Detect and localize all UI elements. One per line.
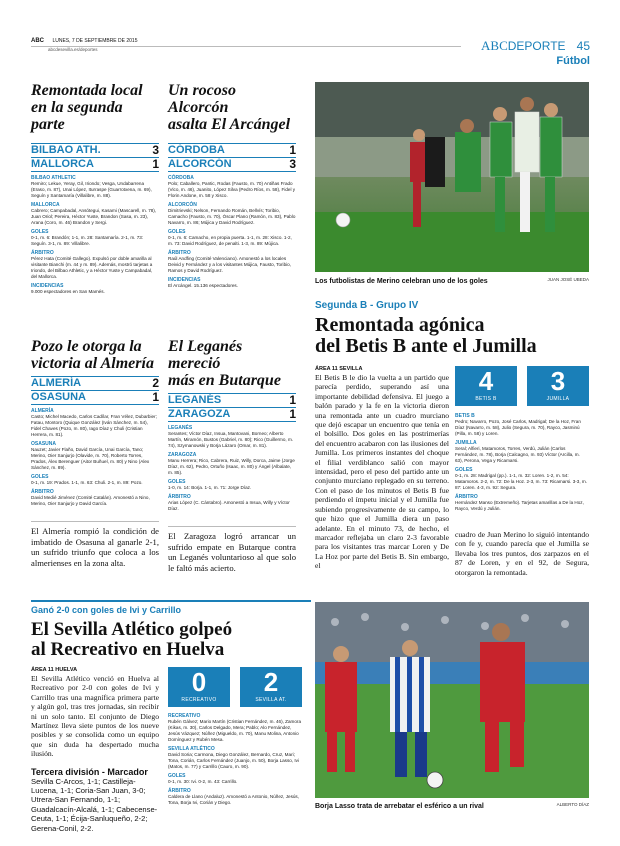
score-team: JUMILLA <box>546 396 570 402</box>
incidents-text: 9.000 espectadores en San Mamés. <box>31 289 105 294</box>
match-cordoba-alcorcon <box>168 82 296 289</box>
photo-celebration-caption: Los futbolistas de Merino celebran uno de los goles <box>315 278 488 285</box>
lineup-label: ALMERÍA <box>31 408 54 414</box>
sevilla-body: El Sevilla Atlético venció en Huelva al Recreativo por 2-0 con goles de Ivi y Carrillo tras una magnífica primera parte y algún gol, tras tres jornadas, sin recibir ni un solo tanto. El conjunto de Diego Martínez lleva siete puntos de los nueve posibles y se consolida como un equipo que sin duda ha despertado mucha ilusión. <box>31 674 159 759</box>
lineup-label: JUMILLA <box>455 440 477 446</box>
lineup-text: Rubén Gálvez; Mario Martín (Cristian Fernández, m. 46), Zamora (Kikas, m. 30), Carlos Delgado, Mera; Pablo; Alo Fernández, Jesús Vázquez; Núñez (Migueldo, m. 70), Manu Molina, Antonio Domínguez y Rubén Mesa. <box>168 719 302 742</box>
goals-text: 0-1, m. 6: Camacho, en propia puerta. 1-1, m. 28: Xisco. 1-2, m. 73: David Rodríguez, de penalti. 1-3, m. 89: Mújica. <box>168 235 292 246</box>
referee-label: ÁRBITRO <box>168 788 191 794</box>
referee-text: Caldera de Llano (Andaluz). Amonestó a Antonio, Núñez, Jesús, Tona, Borja Ivi, Corián y Diego. <box>168 794 300 805</box>
sevilla-data-sheet <box>168 710 302 806</box>
lineup-text: Dimitrievski; Nelson, Fernando Román, Bellvís; Toribio, Camacho (Fausto, m. 70), Óscar Plano (Ramón, m. 83), Pablo Navarro, m. 86; Mújica y David Rodríguez. <box>168 208 296 225</box>
lineup-label: ZARAGOZA <box>168 452 197 458</box>
incidents-label: INCIDENCIAS <box>31 283 64 289</box>
incidents-label: INCIDENCIAS <box>168 277 201 283</box>
incidents-text: El Arcángel. 15.136 espectadores. <box>168 283 238 288</box>
betis-body-col1: El Betis B le dio la vuelta a un partido que parecía perdido, superando así una importante debilidad defensiva. El juego a balón parado y la fe en la victoria dieron una remontada ante un cuadro murciano que dejó escapar un encuentro que tenía en el bolsillo. Dos goles en las postrimerías del encuentro acabaron con las ilusiones del Jumilla. Los primeros instantes del choque el filial verdiblanco salió con mayor intensidad, pero el peso del partido ante un conjunto murciano replegado en su terreno. Con el paso de los minutos el Betis B fue perdiendo el ímpetu inicial y el Jumilla fue subiendo progresivamente de su campo, lo que hizo que el Jumilla diera un paso adelante. En el minuto 73, de hecho, el marcador reflejaba un claro 2-3 favorable para los visitantes tras marcar Loren y De La Hoz por parte del Betis B. Sin embargo, el <box>315 373 449 571</box>
match-almeria-osasuna <box>31 338 159 568</box>
team-score: 1 <box>289 393 296 407</box>
sevilla-home-score <box>168 667 230 707</box>
goals-label: GOLES <box>168 479 186 485</box>
team-score: 1 <box>289 407 296 421</box>
lineup-text: Cabrero; Campabadal, Ansótegui, Kasami (Mascarell, m. 78), Juan Oriol; Pereira, Héctor Yuste, Brandon (Sasa, m. 23), Arana (Coro, m. 46) Brandon y Sergi. <box>31 208 157 225</box>
referee-label: ÁRBITRO <box>31 250 54 256</box>
team-name: ZARAGOZA <box>168 408 231 420</box>
lineup-text: Remiro; Lekue, Yeray, Gil, Iriondo; Vesga, Undabarrena (Eraso, m. 87), Unai López, Iturraspe (Guarrotxena, m. 69), Seguín y Santamaría (Villalibre, m. 88). <box>31 181 152 198</box>
lineup-label: CÓRDOBA <box>168 175 194 181</box>
betis-body-col2: cuadro de Juan Merino lo siguió intentando con fe y, cuando parecía que el Jumilla se llevaba los tres puntos, dos zarpazos en el 87 de Loren, y en el 92, de Segura, otorgaron la remontada. <box>455 530 589 577</box>
match4-team2 <box>168 407 296 422</box>
match2-team1 <box>168 143 296 157</box>
lineup-text: Serantes; Víctor Díaz, Insua, Mantovani, Borneo; Alberto Martín, Miramón, Bustos (Gabriel, m. 80); Rico (Guillermo, m. 74), Szymanowski y Borja Lázaro (Omar, m. 81). <box>168 431 294 448</box>
photo-match-action-caption: Borja Lasso trata de arrebatar el esférico a un rival <box>315 803 484 810</box>
page-number: 45 <box>576 39 590 53</box>
tercera-results: Sevilla C-Arcos, 1-1; Castilleja-Lucena, 1-1; Coria-San Juan, 3-0; Utrera-San Fernando, 1-1; Guadalcacín-Alcalá, 1-1; Cabecense-Ceuta, 1-1; Écija-Sanluqueño, 2-2; Gerena-Conil, 2-2. <box>31 776 158 833</box>
referee-label: ÁRBITRO <box>31 489 54 495</box>
sevilla-dateline: ÁREA 11 HUELVA <box>31 667 78 673</box>
sevilla-top-rule <box>31 600 311 602</box>
lineup-text: David Soria; Carmona, Diego González, Bernardo, Cruz, Mari; Tona, Corián, Carlos Fernández (Juanjo, m. 50), Borja Lasso, Ivi (Matos, m. 77) y Carrillo (Cauro, m. 90). <box>168 752 299 769</box>
betis-home-score <box>455 366 517 406</box>
sevilla-away-score <box>240 667 302 707</box>
betis-headline <box>315 315 595 357</box>
referee-text: Hernández Manso (Extremeño). Tarjetas amarillas a De la Hoz, Rayco, Verdú y Julián. <box>455 500 584 511</box>
match3-title-l1: Pozo le otorga la <box>31 338 142 355</box>
match4-title-l1: El Leganés mereció <box>168 338 243 372</box>
betis-article-body <box>315 366 449 571</box>
match1-team2 <box>31 157 159 172</box>
brand-logo: ABC <box>31 38 44 44</box>
goals-label: GOLES <box>168 773 186 779</box>
score-number: 0 <box>191 667 207 697</box>
lineup-text: Pedro; Navarro, Pozo, José Carlos, Madrigal; De la Hoz, Fran Díaz (Navarro, m. 58), Julio (Segura, m. 70), Rayco, Jasminú (Pilla, m. 58) y Loren. <box>455 419 581 436</box>
photo-celebration-credit: JUAN JOSÉ UBEDA <box>547 277 589 282</box>
score-team: SEVILLA AT. <box>255 697 287 703</box>
header-rule <box>31 46 461 47</box>
betis-dateline: ÁREA 11 SEVILLA <box>315 366 363 372</box>
match4-team1 <box>168 393 296 407</box>
subsection-title: Fútbol <box>556 55 590 67</box>
lineup-label: RECREATIVO <box>168 713 201 719</box>
score-number: 3 <box>550 366 566 396</box>
match-leganes-zaragoza <box>168 338 296 573</box>
team-score: 1 <box>152 157 159 171</box>
team-name: MALLORCA <box>31 158 94 170</box>
team-name: LEGANÉS <box>168 394 222 406</box>
match4-title-l2: más en Butarque <box>168 372 281 389</box>
match3-team1 <box>31 376 159 390</box>
photo-match-action-credit: ALBERTO DÍAZ <box>556 802 589 807</box>
referee-label: ÁRBITRO <box>455 494 478 500</box>
score-number: 2 <box>263 667 279 697</box>
team-score: 2 <box>152 376 159 390</box>
lineup-label: BILBAO ATHLETIC <box>31 175 76 181</box>
team-name: ALCORCÓN <box>168 158 232 170</box>
betis-headline-l2: del Betis B ante el Jumilla <box>315 335 537 357</box>
team-score: 1 <box>152 390 159 404</box>
betis-away-score <box>527 366 589 406</box>
sevilla-headline-l2: al Recreativo en Huelva <box>31 639 225 660</box>
photo-celebration-image <box>315 82 589 272</box>
betis-headline-l1: Remontada agónica <box>315 314 485 336</box>
tercera-heading: Tercera división - Marcador <box>31 766 148 777</box>
lineup-text: Manu Herrera; Rico, Cabrera, Ruiz, Willy, Dorca, Jaime (Jorge Díaz, m. 62), Pedro, Ortuño (Isaac, m. 80) y Ángel (Albalate, m. 85). <box>168 458 295 475</box>
referee-text: Arias López (C. Cántabro). Amonestó a Insua, Willy y Víctor Díaz. <box>168 500 290 511</box>
referee-label: ÁRBITRO <box>168 250 191 256</box>
team-name: BILBAO ATH. <box>31 144 101 156</box>
photo-match-action-image <box>315 602 589 798</box>
score-number: 4 <box>478 366 494 396</box>
score-team: RECREATIVO <box>181 697 217 703</box>
lineup-text: Nauzet; Javier Flaño, David García, Unai García, Tano; Merino, Oier Sanjurjo (Olavide, m. 70), Roberto Torres, Prados, Álex Berenguer (Aitor Buñuel, m. 80) y Nino (Alex Sánchez, m. 89). <box>31 447 150 470</box>
betis-kicker: Segunda B - Grupo IV <box>315 300 419 311</box>
team-name: ALMERÍA <box>31 377 82 389</box>
referee-text: Raúl Andfing (Comité Valenciano). Amonestó a los locales Deivid y Fernández y a los visitantes Mújica, Fausto, Toribio, Ramos y David Rodríguez. <box>168 256 291 273</box>
score-team: BETIS B <box>475 396 497 402</box>
photo-celebration <box>315 82 589 272</box>
match1-title-l2: en la segunda parte <box>31 99 123 133</box>
goals-text: 0-1, m. 28: Madrigal (pp.). 1-1, m. 32: Loren. 1-2, m. 54: Matamoros. 2-2, m. 72: De la Hoz. 2-3, m. 73: Ricamarsi. 3-3, m. 87: Loren. 4-3, m. 92: Segura. <box>455 473 587 490</box>
section-brand: ABC <box>481 38 508 53</box>
lineup-text: Polo; Caballero, Pantic, Rodas (Fausto, m. 70) Antiñas Frado (Vico, m. 46), Juanito, López Silva (Pedro Ríos, m. 58), Fidel y Florin Andone, m. 58 y Xisco. <box>168 181 296 198</box>
goals-text: 0-1, m. 19: Prados. 1-1, m. 63: Chuli. 2-1, m. 89: Pozo. <box>31 480 143 485</box>
sevilla-headline-l1: El Sevilla Atlético golpeó <box>31 619 233 640</box>
lineup-label: SEVILLA ATLÉTICO <box>168 746 215 752</box>
goals-label: GOLES <box>455 467 473 473</box>
goals-label: GOLES <box>31 474 49 480</box>
lineup-label: MALLORCA <box>31 202 60 208</box>
section-header <box>470 35 590 67</box>
referee-label: ÁRBITRO <box>168 494 191 500</box>
match2-title-l2: asalta El Arcángel <box>168 116 291 133</box>
match4-summary: El Zaragoza logró arrancar un sufrido empate en Butarque contra un Leganés voluntarioso al que solo le faltó más acierto. <box>168 526 296 573</box>
photo-match-action <box>315 602 589 798</box>
team-score: 3 <box>152 143 159 157</box>
team-score: 1 <box>289 143 296 157</box>
sevilla-kicker: Ganó 2-0 con goles de Ivi y Carrillo <box>31 605 182 615</box>
match3-title-l2: victoria al Almería <box>31 355 154 372</box>
match1-team1 <box>31 143 159 157</box>
match3-team2 <box>31 390 159 405</box>
match2-title-l1: Un rocoso Alcorcón <box>168 82 237 116</box>
goals-label: GOLES <box>168 229 186 235</box>
issue-date: LUNES, 7 DE SEPTIEMBRE DE 2015 <box>52 38 138 44</box>
team-score: 3 <box>289 157 296 171</box>
referee-text: David Medié Jiménez (Comité Catalán). Amonestó a Nino, Merino, Oier Sanjurjo y David García. <box>31 495 150 506</box>
section-name: DEPORTE <box>507 39 566 53</box>
sevilla-headline <box>31 620 321 660</box>
lineup-text: Casto; Michel Macedo, Carlos Cadílar, Fran Vélez, Dubarbier; Fatau, Montoro (Quique González (Iván Sánchez, m. 54), Fidel Chaves (Pozo, m. 80), Iago Díaz y Chuli (Cristian Herrera, m. 81). <box>31 414 157 437</box>
goals-text: 0-1, m. 6: Brandón; 1-1, m. 28: Santamaría. 2-1, m. 73: Seguín. 3-1, m. 89: Villalibre. <box>31 235 144 246</box>
goals-label: GOLES <box>31 229 49 235</box>
match3-summary: El Almería rompió la condición de imbatido de Osasuna al ganarle 2-1, un sufrido triunfo que coloca a los almerienses en la zona alta. <box>31 521 159 568</box>
match2-team2 <box>168 157 296 172</box>
betis-data-sheet <box>455 410 589 512</box>
goals-text: 1-0, m. 14: Borja. 1-1, m. 71: Jorge Díaz. <box>168 485 252 490</box>
match-bilbao-mallorca <box>31 82 159 295</box>
site-url: abcdesevilla.es/deportes <box>48 47 98 52</box>
team-name: OSASUNA <box>31 391 87 403</box>
lineup-label: LEGANÉS <box>168 425 193 431</box>
lineup-label: BETIS B <box>455 413 475 419</box>
goals-text: 0-1, m. 30: Ivi. 0-2, m. 43: Carrillo. <box>168 779 238 784</box>
lineup-label: ALCORCÓN <box>168 202 197 208</box>
masthead <box>31 29 231 52</box>
team-name: CÓRDOBA <box>168 144 225 156</box>
sevilla-article-body <box>31 667 159 833</box>
referee-text: Pérez Hata (Comité Gallego). Expulsó por doble amarilla al visitante Bianchi (m. 44 y m. 89). Además, mostró tarjetas a Iriondo, del Bilbao Athletic, y a Héctor Yuste y Campabadal, del Mallorca. <box>31 256 153 279</box>
lineup-text: Seral; Alfieri, Matamoros, Torres, Verdú, Julián (Carlos Fernández, m. 78), Borja (Calcagno, m. 93) Víctor (Arcilla, m. 63), Perona, Vega y Ricamarsi. <box>455 446 580 463</box>
lineup-label: OSASUNA <box>31 441 57 447</box>
match1-title-l1: Remontada local <box>31 82 143 99</box>
